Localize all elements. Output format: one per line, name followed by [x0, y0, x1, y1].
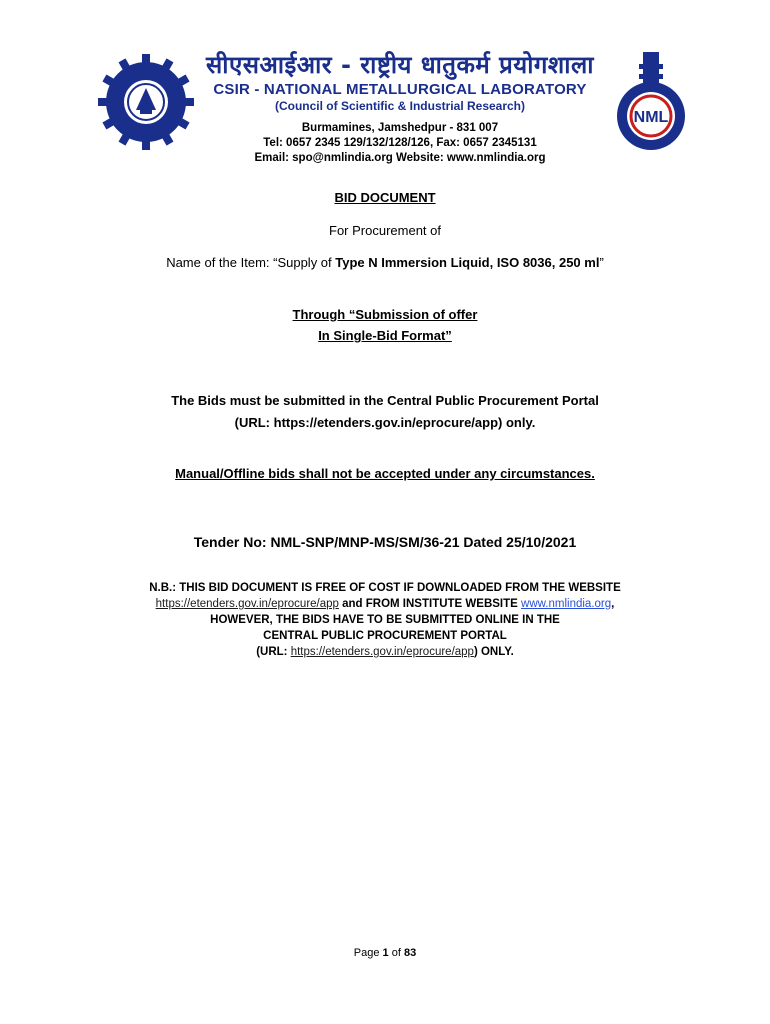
item-prefix: Name of the Item: “Supply of [166, 255, 336, 270]
etenders-link-2[interactable]: https://etenders.gov.in/eprocure/app [290, 646, 474, 658]
nb-line-4: CENTRAL PUBLIC PROCUREMENT PORTAL [263, 630, 507, 642]
nb-line-5 [0, 646, 770, 658]
page-total: 83 [403, 947, 417, 959]
manual-bids-warning: Manual/Offline bids shall not be accepted under any circumstances. [175, 466, 595, 481]
lab-name: CSIR - NATIONAL METALLURGICAL LABORATORY [213, 81, 587, 98]
of-word: of [388, 947, 404, 959]
nb-mid-text: and FROM INSTITUTE WEBSITE [338, 598, 522, 610]
council-name: (Council of Scientific & Industrial Research) [274, 99, 526, 113]
submission-instruction-2: (URL: https://etenders.gov.in/eprocure/app) only. [234, 415, 536, 430]
item-name-line [0, 255, 770, 270]
nb-line-3: HOWEVER, THE BIDS HAVE TO BE SUBMITTED ONLINE IN THE [210, 614, 560, 626]
submission-instruction-1: The Bids must be submitted in the Central Public Procurement Portal [171, 393, 599, 408]
through-line-1: Through “Submission of offer [292, 307, 478, 322]
nb-line-2-end: , [611, 598, 615, 610]
nb-line-2 [0, 598, 770, 610]
for-procurement-text: For Procurement of [329, 223, 441, 238]
page-number: 1 [382, 947, 389, 959]
email-line: Email: spo@nmlindia.org Website: www.nmlindia.org [254, 152, 546, 164]
nb-line-5-prefix: (URL: [256, 646, 291, 658]
page-word: Page [353, 947, 383, 959]
address-line: Burmamines, Jamshedpur - 831 007 [301, 122, 499, 134]
through-line-2: In Single-Bid Format” [318, 328, 452, 343]
item-suffix: ” [599, 255, 604, 270]
hindi-title: सीएसआईआर - राष्ट्रीय धातुकर्म प्रयोगशाला [206, 51, 594, 79]
tender-number: Tender No: NML-SNP/MNP-MS/SM/36-21 Dated 25/10/2021 [193, 534, 577, 550]
document-heading: BID DOCUMENT [334, 190, 436, 205]
item-name: Type N Immersion Liquid, ISO 8036, 250 ml [335, 255, 600, 270]
etenders-link[interactable]: https://etenders.gov.in/eprocure/app [155, 598, 339, 610]
nml-website-link[interactable]: www.nmlindia.org [521, 598, 612, 610]
nml-logo-icon [608, 50, 694, 160]
page-footer [0, 947, 770, 959]
phone-line: Tel: 0657 2345 129/132/128/126, Fax: 0657 2345131 [263, 137, 537, 149]
nb-line-1: N.B.: THIS BID DOCUMENT IS FREE OF COST IF DOWNLOADED FROM THE WEBSITE [149, 582, 621, 594]
csir-logo-icon [96, 52, 196, 152]
nml-logo-text: NML [633, 109, 669, 126]
nb-line-5-suffix: ) ONLY. [473, 646, 514, 658]
